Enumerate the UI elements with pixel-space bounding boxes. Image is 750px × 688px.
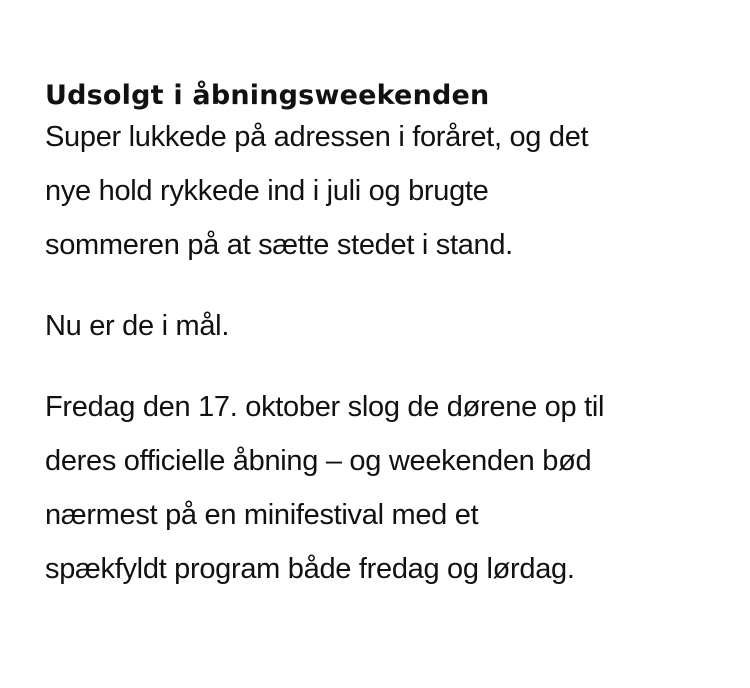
paragraph-line: Fredag den 17. oktober slog de dørene op til bbox=[45, 391, 605, 423]
paragraph-line: nærmest på en minifestival med et bbox=[45, 499, 479, 531]
section-heading: Udsolgt i åbningsweekenden bbox=[45, 80, 490, 111]
paragraph-line: nye hold rykkede ind i juli og brugte bbox=[45, 175, 489, 207]
article-body bbox=[45, 78, 725, 596]
paragraph-line: sommeren på at sætte stedet i stand. bbox=[45, 229, 513, 261]
paragraph-line: deres officielle åbning – og weekenden bød bbox=[45, 445, 592, 477]
paragraph-line: Super lukkede på adressen i foråret, og det bbox=[45, 121, 589, 153]
paragraph-line: Nu er de i mål. bbox=[45, 310, 230, 342]
paragraph-status bbox=[45, 299, 725, 353]
paragraph-opening bbox=[45, 380, 725, 596]
paragraph-intro bbox=[45, 110, 725, 272]
paragraph-line: spækfyldt program både fredag og lørdag. bbox=[45, 553, 575, 585]
